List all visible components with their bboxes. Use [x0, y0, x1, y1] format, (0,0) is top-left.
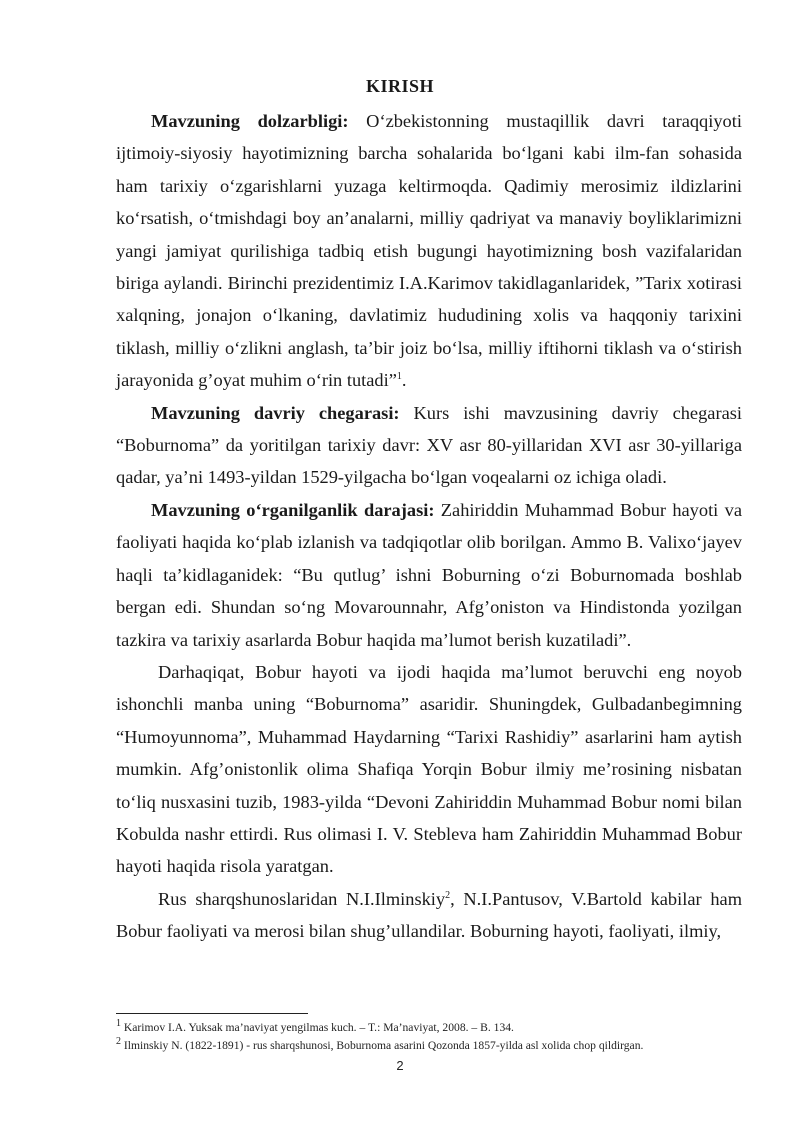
footnote-number-1: 1 [116, 1018, 121, 1030]
text-dolzarbligi-end: . [401, 370, 407, 391]
text-rus-after: , N.I.Pantusov, V.Bartold kabilar ham Bobur faoliyati va merosi bilan shug’ullandilar. Boburning hayoti, faoliyati, ilmiy, [116, 888, 742, 942]
page-title: KIRISH [365, 76, 435, 96]
page-number: 2 [396, 1058, 404, 1073]
footnote-number-2: 2 [116, 1036, 121, 1048]
text-chegarasi: Kurs ishi mavzusining davriy chegarasi “Boburnoma” da yoritilgan tarixiy davr: XV asr 80-yillaridan XVI asr 30-yillariga qadar, ya’ni 1493-yildan 1529-yilgacha bo‘lgan voqealarni oz ichiga oladi. [116, 402, 742, 488]
footnote-text-1: Karimov I.A. Yuksak ma’naviyat yengilmas kuch. – T.: Ma’naviyat, 2008. – B. 134. [121, 1021, 514, 1034]
heading-dolzarbligi: Mavzuning dolzarbligi: [151, 111, 349, 131]
heading-darajasi: Mavzuning o‘rganilganlik darajasi: [151, 499, 435, 520]
footnote-divider [116, 1013, 308, 1014]
footnote-ref-2[interactable]: 2 [445, 889, 451, 901]
footnote-ref-1[interactable]: 1 [396, 371, 402, 383]
text-dolzarbligi: O‘zbekistonning mustaqillik davri taraqqiyoti ijtimoiy-siyosiy hayotimizning barcha sohalarida bo‘lgani kabi ilm-fan sohasida ham tarixiy o‘zgarishlarni yuzaga keltirmoqda. Qadimiy merosimiz ildizlarini ko‘rsatish, o‘tmishdagi boy an’analarni, milliy qadriyat va manaviy boyliklarimizni yangi jamiyat qurilishiga tadbiq etish bugungi hayotimizning bosh vazifalaridan biriga aylandi. Birinchi prezidentimiz I.A.Karimov takidlaganlaridek, ”Tarix xotirasi xalqning, jonajon o‘lkaning, davlatimiz hududining xolis va haqqoniy tarixini tiklash, milliy o‘zlikni anglash, ta’bir joiz bo‘lsa, milliy iftihorni tiklash va o‘stirish jarayonida g’oyat muhim o‘rin tutadi” [116, 111, 742, 391]
paragraph-darhaqiqat [116, 656, 742, 883]
footnote-2 [116, 1037, 756, 1055]
paragraph-dolzarbligi [116, 105, 742, 397]
footnotes [116, 1019, 756, 1055]
footnote-1 [116, 1019, 756, 1037]
heading-chegarasi: Mavzuning davriy chegarasi: [151, 402, 400, 423]
paragraph-chegarasi [116, 397, 742, 494]
paragraph-darajasi [116, 494, 742, 656]
footnote-text-2: Ilminskiy N. (1822-1891) - rus sharqshunosi, Boburnoma asarini Qozonda 1857-yilda asl xolida chop qildirgan. [121, 1039, 644, 1052]
text-darajasi: Zahiriddin Muhammad Bobur hayoti va faoliyati haqida ko‘plab izlanish va tadqiqotlar olib borilgan. Ammo B. Valixo‘jayev haqli ta’kidlaganidek: “Bu qutlug’ ishni Boburning o‘zi Boburnomada boshlab bergan edi. Shundan so‘ng Movarounnahr, Afg’oniston va Hindistonda yozilgan tazkira va tarixiy asarlarda Bobur haqida ma’lumot berish kuzatiladi”. [116, 499, 742, 650]
text-darhaqiqat: Darhaqiqat, Bobur hayoti va ijodi haqida ma’lumot beruvchi eng noyob ishonchli manba uning “Boburnoma” asaridir. Shuningdek, Gulbadanbegimning “Humoyunnoma”, Muhammad Haydarning “Tarixi Rashidiy” asarlarini ham aytish mumkin. Afg’onistonlik olima Shafiqa Yorqin Bobur ilmiy me’rosining nisbatan to‘liq nusxasini tuzib, 1983-yilda “Devoni Zahiriddin Muhammad Bobur nomi bilan Kobulda nashr ettirdi. Rus olimasi I. V. Stebleva ham Zahiriddin Muhammad Bobur hayoti haqida risola yaratgan. [116, 661, 742, 877]
paragraph-rus [116, 883, 742, 948]
body-text [116, 105, 742, 948]
text-rus-before: Rus sharqshunoslaridan N.I.Ilminskiy [158, 888, 446, 909]
